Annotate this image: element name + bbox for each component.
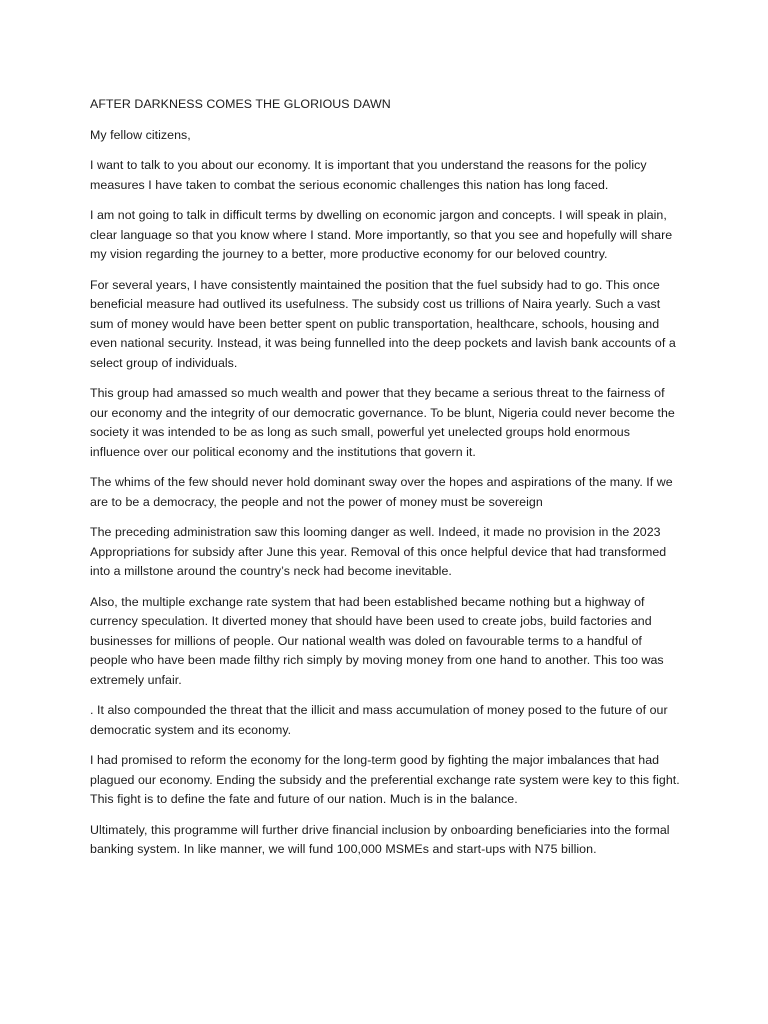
paragraph-1: I want to talk to you about our economy. It is important that you understand the reasons for the policy measures I have taken to combat the serious economic challenges this nation has long faced. bbox=[90, 158, 647, 192]
paragraph-7: Also, the multiple exchange rate system that had been established became nothing but a highway of currency speculation. It diverted money that should have been used to create jobs, build factories and businesses for millions of people. Our national wealth was doled on favourable terms to a handful of people who have been made filthy rich simply by moving money from one hand to another. This too was extremely unfair. bbox=[90, 594, 664, 687]
paragraph-2: I am not going to talk in difficult terms by dwelling on economic jargon and concepts. I will speak in plain, clear language so that you know where I stand. More importantly, so that you see and hopefully will share my vision regarding the journey to a better, more productive economy for our beloved country. bbox=[90, 208, 673, 261]
paragraph-10: Ultimately, this programme will further drive financial inclusion by onboarding beneficiaries into the formal banking system. In like manner, we will fund 100,000 MSMEs and start-ups with N75 billion. bbox=[90, 822, 670, 856]
paragraph-5: The whims of the few should never hold dominant sway over the hopes and aspirations of the many. If we are to be a democracy, the people and not the power of money must be sovereign bbox=[90, 475, 673, 509]
paragraph-8: . It also compounded the threat that the illicit and mass accumulation of money posed to the future of our democratic system and its economy. bbox=[90, 703, 668, 737]
paragraph-4: This group had amassed so much wealth and power that they became a serious threat to the fairness of our economy and the integrity of our democratic governance. To be blunt, Nigeria could never become the society it was intended to be as long as such small, powerful yet unelected groups hold enormous influence over our political economy and the institutions that govern it. bbox=[90, 386, 675, 459]
paragraph-9: I had promised to reform the economy for the long-term good by fighting the major imbalances that had plagued our economy. Ending the subsidy and the preferential exchange rate system were key to this fight. This fight is to define the fate and future of our nation. Much is in the balance. bbox=[90, 753, 680, 806]
document-title: AFTER DARKNESS COMES THE GLORIOUS DAWN bbox=[90, 97, 391, 111]
paragraph-3: For several years, I have consistently maintained the position that the fuel subsidy had to go. This once beneficial measure had outlived its usefulness. The subsidy cost us trillions of Naira yearly. Such a vast sum of money would have been better spent on public transportation, healthcare, schools, housing and even national security. Instead, it was being funnelled into the deep pockets and lavish bank accounts of a select group of individuals. bbox=[90, 277, 676, 370]
salutation: My fellow citizens, bbox=[90, 127, 191, 142]
paragraph-6: The preceding administration saw this looming danger as well. Indeed, it made no provision in the 2023 Appropriations for subsidy after June this year. Removal of this once helpful device that had transformed into a millstone around the country’s neck had become inevitable. bbox=[90, 525, 667, 578]
document-body bbox=[90, 95, 680, 871]
